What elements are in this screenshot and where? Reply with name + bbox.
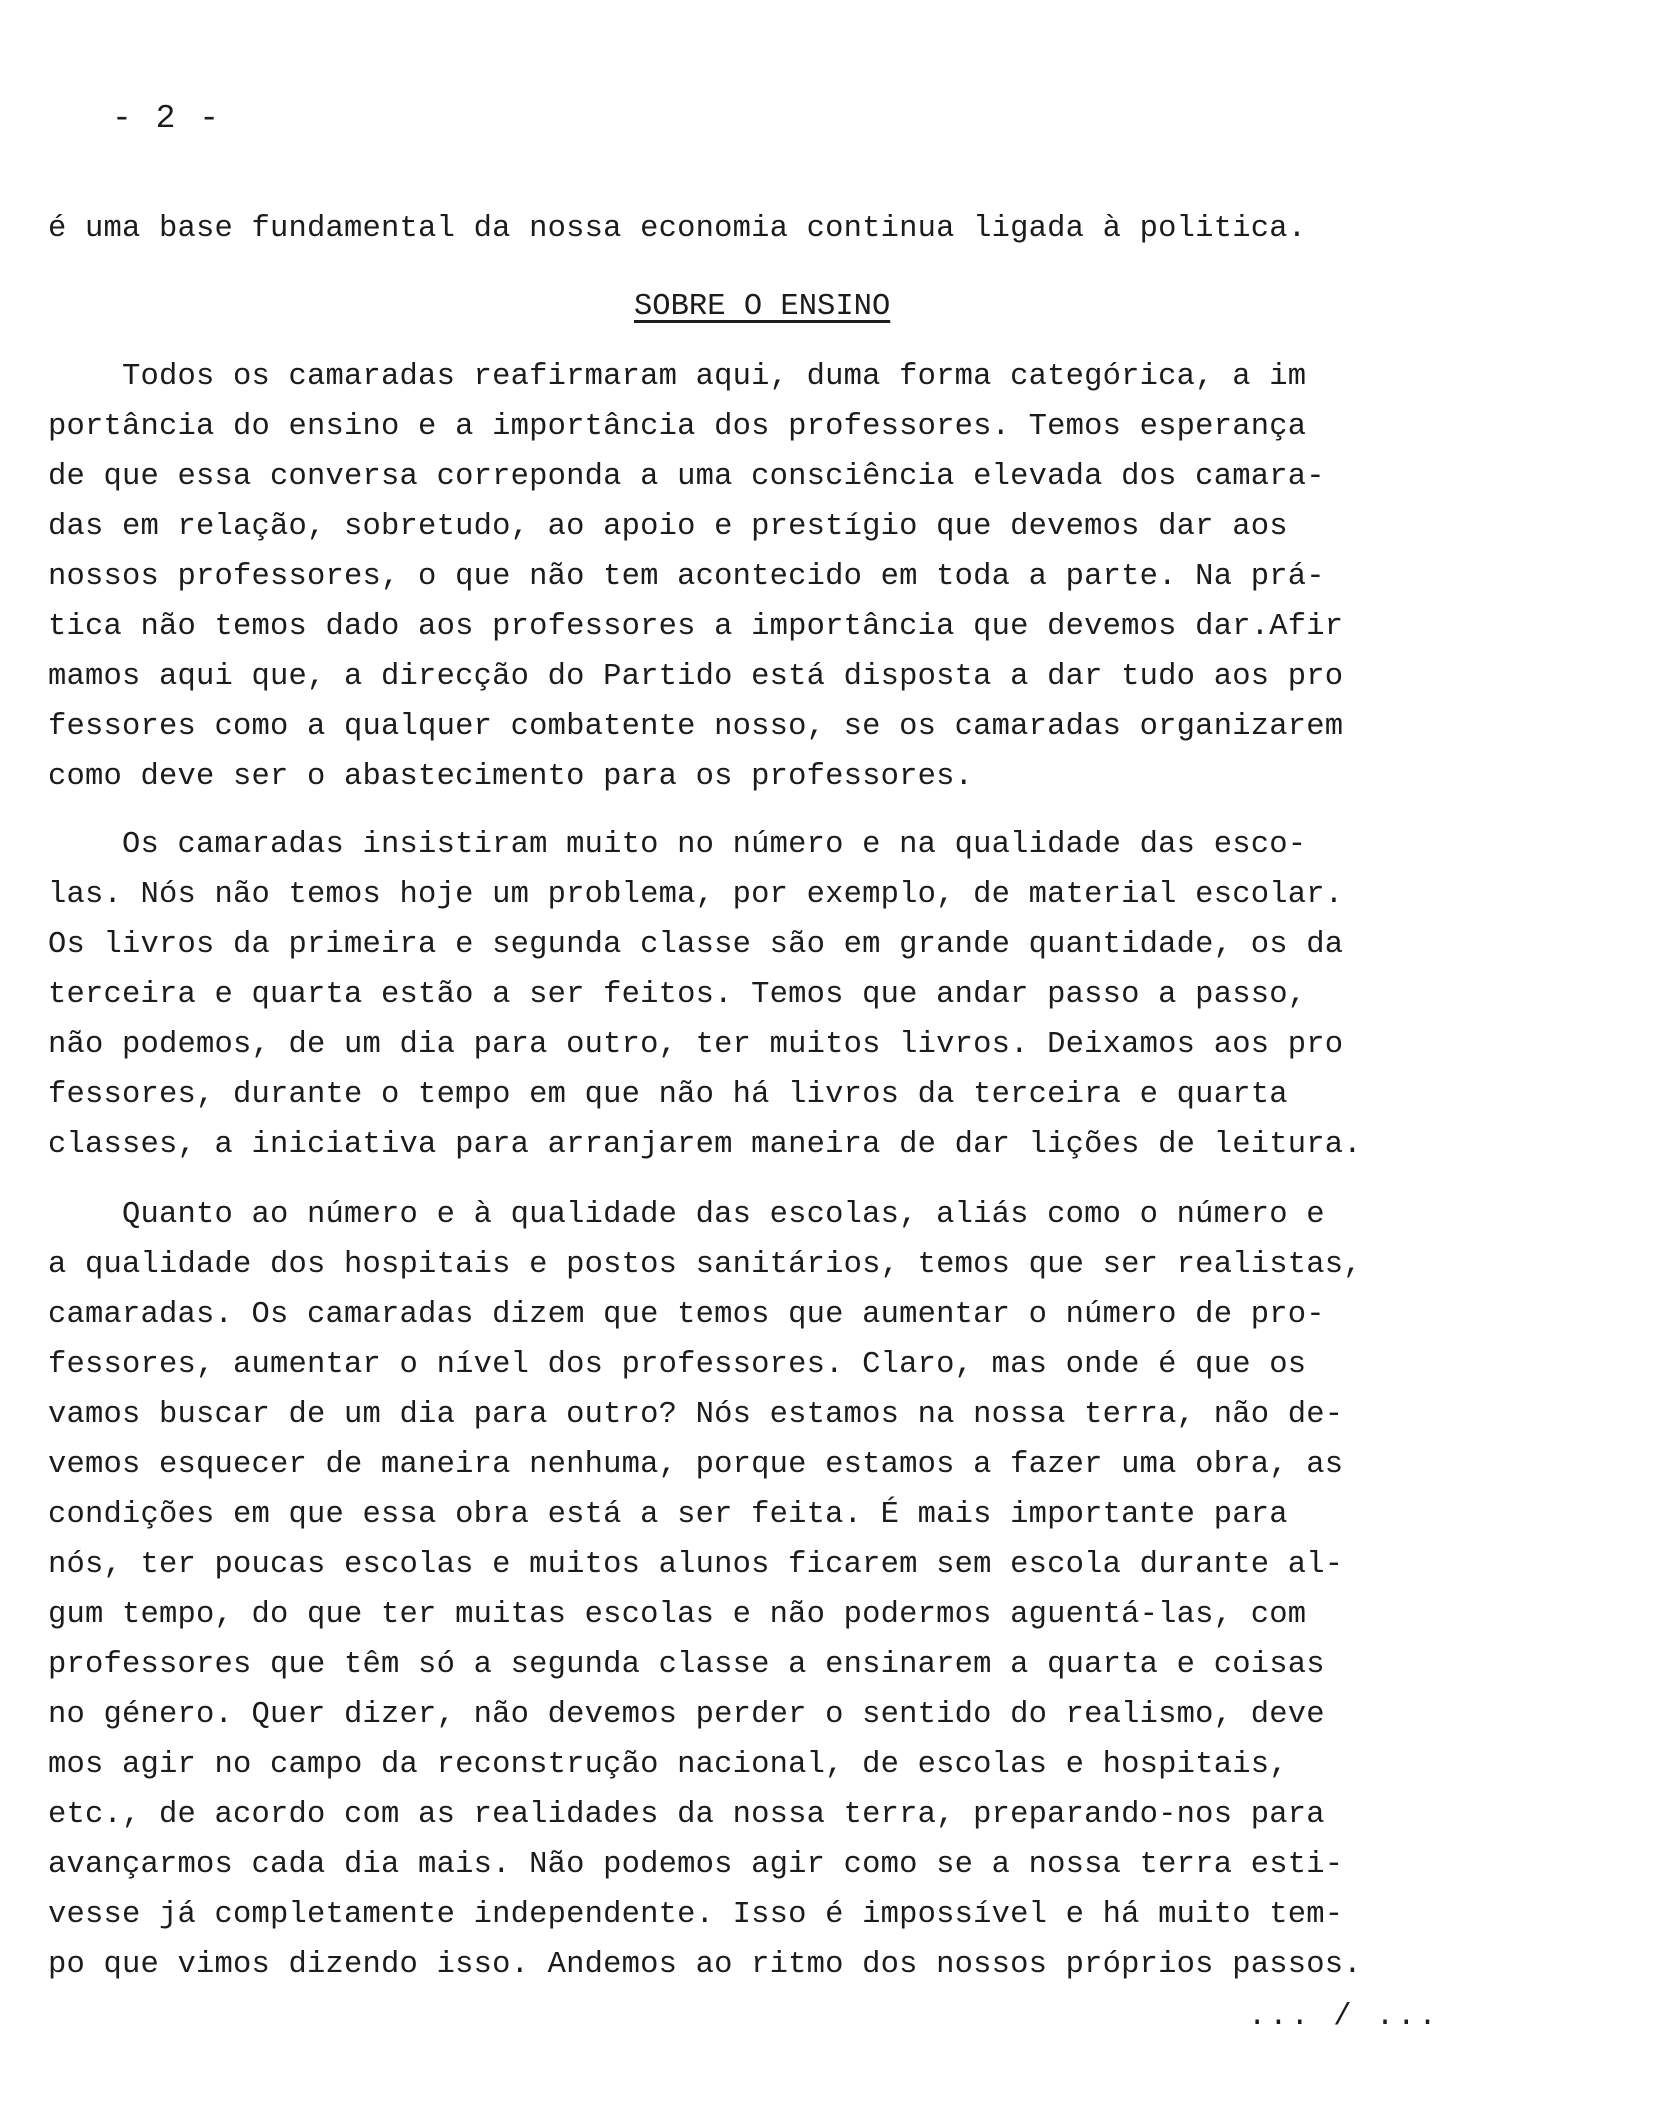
- text-line: vesse já completamente independente. Isso é impossível e há muito tem-: [48, 1898, 1344, 1932]
- text-line: fessores como a qualquer combatente nosso, se os camaradas organizarem: [48, 710, 1344, 744]
- paragraph: [48, 1190, 1488, 1990]
- text-line: mamos aqui que, a direcção do Partido está disposta a dar tudo aos pro: [48, 660, 1344, 694]
- text-line: é uma base fundamental da nossa economia continua ligada à politica.: [48, 212, 1307, 246]
- text-line: Quanto ao número e à qualidade das escolas, aliás como o número e: [48, 1198, 1325, 1232]
- text-line: condições em que essa obra está a ser feita. É mais importante para: [48, 1498, 1288, 1532]
- text-line: las. Nós não temos hoje um problema, por exemplo, de material escolar.: [48, 878, 1344, 912]
- text-line: vamos buscar de um dia para outro? Nós estamos na nossa terra, não de-: [48, 1398, 1344, 1432]
- section-heading: SOBRE O ENSINO: [634, 290, 891, 324]
- text-line: nós, ter poucas escolas e muitos alunos ficarem sem escola durante al-: [48, 1548, 1344, 1582]
- page-number: - 2 -: [112, 100, 222, 137]
- text-line: portância do ensino e a importância dos professores. Temos esperança: [48, 410, 1307, 444]
- text-line: de que essa conversa correponda a uma consciência elevada dos camara-: [48, 460, 1325, 494]
- text-line: classes, a iniciativa para arranjarem maneira de dar lições de leitura.: [48, 1128, 1362, 1162]
- intro-line: [48, 204, 1488, 254]
- text-line: professores que têm só a segunda classe a ensinarem a quarta e coisas: [48, 1648, 1325, 1682]
- text-line: como deve ser o abastecimento para os professores.: [48, 760, 974, 794]
- text-line: das em relação, sobretudo, ao apoio e prestígio que devemos dar aos: [48, 510, 1288, 544]
- text-line: no género. Quer dizer, não devemos perder o sentido do realismo, deve: [48, 1698, 1325, 1732]
- text-line: Todos os camaradas reafirmaram aqui, duma forma categórica, a im: [48, 360, 1307, 394]
- continuation-marker: ... / ...: [1248, 2000, 1440, 2034]
- text-line: fessores, durante o tempo em que não há livros da terceira e quarta: [48, 1078, 1288, 1112]
- text-line: a qualidade dos hospitais e postos sanitários, temos que ser realistas,: [48, 1248, 1362, 1282]
- text-line: Os camaradas insistiram muito no número e na qualidade das esco-: [48, 828, 1307, 862]
- text-line: terceira e quarta estão a ser feitos. Temos que andar passo a passo,: [48, 978, 1307, 1012]
- text-line: po que vimos dizendo isso. Andemos ao ritmo dos nossos próprios passos.: [48, 1948, 1362, 1982]
- text-line: avançarmos cada dia mais. Não podemos agir como se a nossa terra esti-: [48, 1848, 1344, 1882]
- text-line: não podemos, de um dia para outro, ter muitos livros. Deixamos aos pro: [48, 1028, 1344, 1062]
- text-line: gum tempo, do que ter muitas escolas e não podermos aguentá-las, com: [48, 1598, 1307, 1632]
- paragraph: [48, 820, 1488, 1170]
- text-line: camaradas. Os camaradas dizem que temos que aumentar o número de pro-: [48, 1298, 1325, 1332]
- text-line: vemos esquecer de maneira nenhuma, porque estamos a fazer uma obra, as: [48, 1448, 1344, 1482]
- text-line: mos agir no campo da reconstrução nacional, de escolas e hospitais,: [48, 1748, 1288, 1782]
- text-line: fessores, aumentar o nível dos professores. Claro, mas onde é que os: [48, 1348, 1307, 1382]
- text-line: nossos professores, o que não tem acontecido em toda a parte. Na prá-: [48, 560, 1325, 594]
- text-line: etc., de acordo com as realidades da nossa terra, preparando-nos para: [48, 1798, 1325, 1832]
- paragraph: [48, 352, 1488, 802]
- text-line: tica não temos dado aos professores a importância que devemos dar.Afir: [48, 610, 1344, 644]
- text-line: Os livros da primeira e segunda classe são em grande quantidade, os da: [48, 928, 1344, 962]
